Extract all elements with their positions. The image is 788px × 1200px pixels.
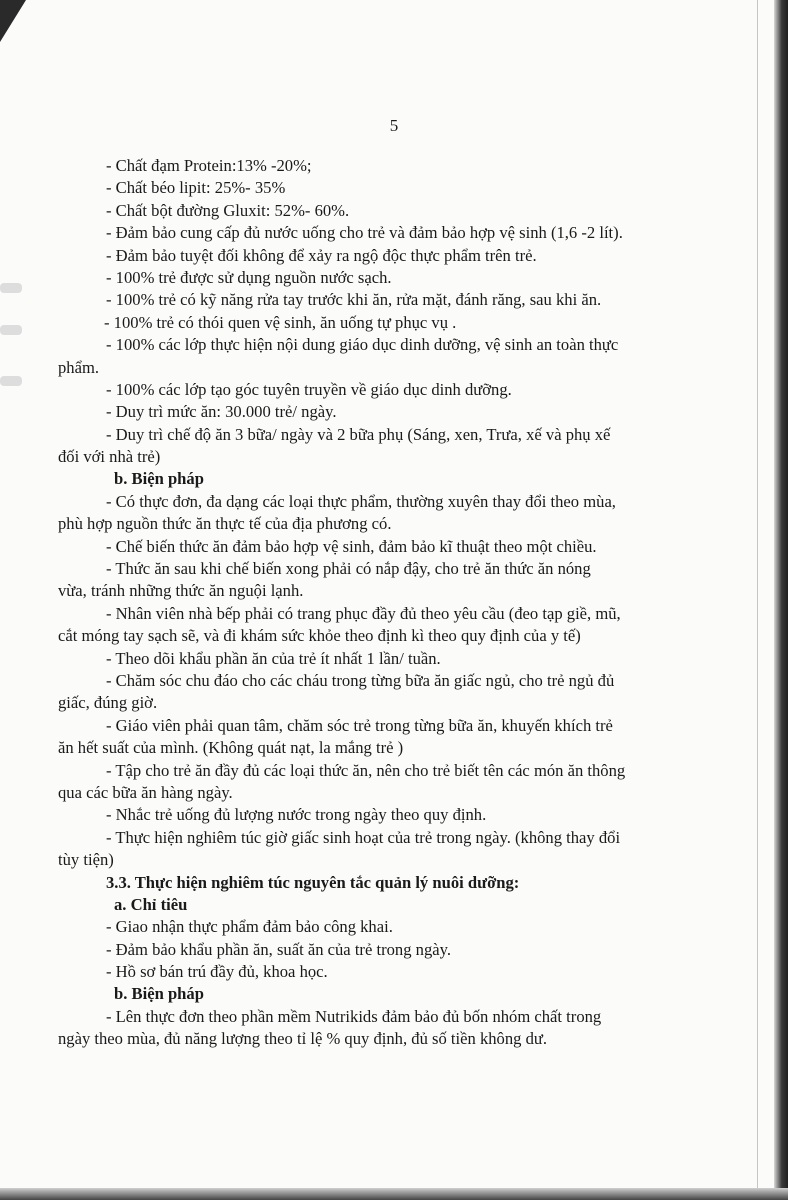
- text-line: ngày theo mùa, đủ năng lượng theo tỉ lệ % quy định, đủ số tiền không dư.: [58, 1029, 548, 1049]
- text-line: - Có thực đơn, đa dạng các loại thực phẩm, thường xuyên thay đổi theo mùa,: [106, 491, 616, 511]
- scan-smudge: [0, 325, 22, 335]
- page-number: 5: [389, 116, 399, 135]
- text-line: - Đảm bảo cung cấp đủ nước uống cho trẻ và đảm bảo hợp vệ sinh (1,6 -2 lít).: [106, 223, 623, 243]
- text-line: - Thực hiện nghiêm túc giờ giấc sinh hoạt của trẻ trong ngày. (không thay đổi: [106, 827, 621, 847]
- text-line: - 100% trẻ có kỹ năng rửa tay trước khi ăn, rửa mặt, đánh răng, sau khi ăn.: [106, 290, 602, 310]
- text-line: - Giáo viên phải quan tâm, chăm sóc trẻ trong từng bữa ăn, khuyến khích trẻ: [106, 715, 613, 735]
- text-line: - Lên thực đơn theo phần mềm Nutrikids đảm bảo đủ bốn nhóm chất trong: [106, 1006, 602, 1026]
- text-line: - Nhân viên nhà bếp phải có trang phục đầy đủ theo yêu cầu (đeo tạp giề, mũ,: [106, 603, 621, 623]
- section-heading: b. Biện pháp: [114, 469, 204, 489]
- text-line: - 100% trẻ có thói quen vệ sinh, ăn uống tự phục vụ .: [104, 312, 457, 332]
- text-line: - Chăm sóc chu đáo cho các cháu trong từng bữa ăn giấc ngủ, cho trẻ ngủ đủ: [106, 670, 615, 690]
- text-line: - Nhắc trẻ uống đủ lượng nước trong ngày theo quy định.: [106, 805, 487, 825]
- scan-corner-shadow: [0, 0, 26, 42]
- text-line: cắt móng tay sạch sẽ, và đi khám sức khỏe theo định kì theo quy định của y tế): [58, 626, 581, 646]
- scan-right-edge: [774, 0, 788, 1200]
- scan-bottom-edge: [0, 1188, 788, 1200]
- text-line: giấc, đúng giờ.: [58, 693, 158, 713]
- text-line: tùy tiện): [58, 850, 114, 870]
- text-line: - Hồ sơ bán trú đầy đủ, khoa học.: [106, 962, 328, 982]
- text-line: - Chế biến thức ăn đảm bảo hợp vệ sinh, đảm bảo kĩ thuật theo một chiều.: [106, 536, 597, 556]
- document-body: [58, 155, 718, 1051]
- text-line: ăn hết suất của mình. (Không quát nạt, la mắng trẻ ): [58, 738, 404, 758]
- scan-smudge: [0, 376, 22, 386]
- text-line: - 100% trẻ được sử dụng nguồn nước sạch.: [106, 267, 392, 287]
- section-heading: 3.3. Thực hiện nghiêm túc nguyên tắc quản lý nuôi dưỡng:: [106, 872, 520, 892]
- text-line: - Đảm bảo tuyệt đối không để xảy ra ngộ độc thực phẩm trên trẻ.: [106, 245, 537, 265]
- text-line: - Duy trì chế độ ăn 3 bữa/ ngày và 2 bữa phụ (Sáng, xen, Trưa, xế và phụ xế: [106, 424, 611, 444]
- text-line: - 100% các lớp tạo góc tuyên truyền về giáo dục dinh dưỡng.: [106, 379, 512, 399]
- text-line: vừa, tránh những thức ăn nguội lạnh.: [58, 581, 304, 601]
- text-line: - Theo dõi khẩu phần ăn của trẻ ít nhất 1 lần/ tuần.: [106, 648, 441, 668]
- text-line: - Chất đạm Protein:13% -20%;: [106, 156, 312, 175]
- text-line: - Giao nhận thực phẩm đảm bảo công khai.: [106, 917, 393, 937]
- text-line: - Chất béo lipit: 25%- 35%: [106, 178, 286, 198]
- text-line: qua các bữa ăn hàng ngày.: [58, 782, 233, 802]
- section-heading: b. Biện pháp: [114, 984, 204, 1004]
- text-line: phù hợp nguồn thức ăn thực tế của địa phương có.: [58, 514, 392, 534]
- text-line: - Chất bột đường Gluxit: 52%- 60%.: [106, 200, 350, 220]
- scan-fold-line: [757, 0, 758, 1200]
- text-line: đối với nhà trẻ): [58, 447, 161, 467]
- section-heading: a. Chỉ tiêu: [114, 894, 188, 914]
- text-line: phẩm.: [58, 357, 100, 377]
- text-line: - 100% các lớp thực hiện nội dung giáo dục dinh dưỡng, vệ sinh an toàn thực: [106, 335, 619, 355]
- text-line: - Thức ăn sau khi chế biến xong phải có nắp đậy, cho trẻ ăn thức ăn nóng: [106, 559, 591, 579]
- scan-smudge: [0, 283, 22, 293]
- text-line: - Đảm bảo khẩu phần ăn, suất ăn của trẻ trong ngày.: [106, 939, 451, 959]
- text-line: - Duy trì mức ăn: 30.000 trẻ/ ngày.: [106, 402, 337, 422]
- text-line: - Tập cho trẻ ăn đầy đủ các loại thức ăn, nên cho trẻ biết tên các món ăn thông: [106, 760, 626, 780]
